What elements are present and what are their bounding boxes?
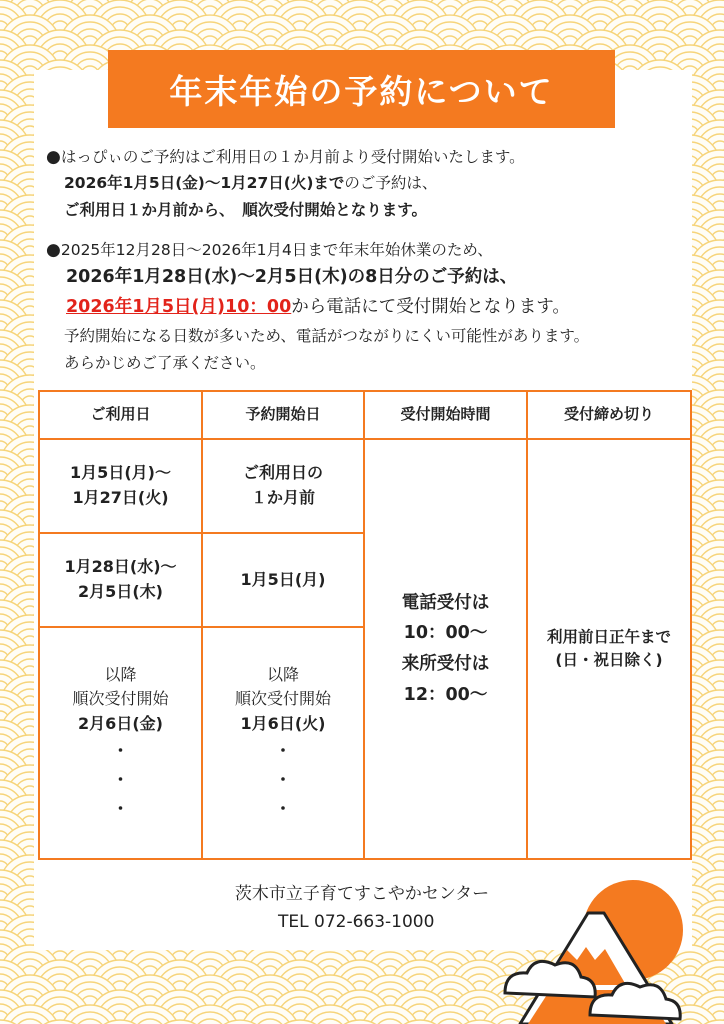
- header-start-time: 受付開始時間: [364, 391, 527, 439]
- notice1-line3: ご利用日１か月前から、 順次受付開始となります。: [64, 201, 428, 219]
- row1-start-date: ご利用日の １か月前: [202, 439, 364, 533]
- header-use-date: ご利用日: [39, 391, 202, 439]
- organization-name: 茨木市立子育てすこやかセンター: [234, 884, 490, 904]
- table-row: [39, 439, 691, 533]
- mount-fuji-sunrise-illustration: [500, 875, 724, 1024]
- telephone-number: TEL 072-663-1000: [278, 912, 435, 932]
- row2-start-date: 1月5日(月): [202, 533, 364, 627]
- notice1-line1: ●はっぴぃのご予約はご利用日の１か月前より受付開始いたします。: [46, 147, 525, 167]
- notice2-line2: 2026年1月28日(水)～2月5日(木)の8日分のご予約は、: [66, 267, 518, 287]
- highlight-date: 2026年1月5日(月)10：00: [66, 297, 292, 317]
- row3-use-date: 以降 順次受付開始 2月6日(金) ・ ・ ・: [39, 627, 202, 859]
- notice2-line1: ●2025年12月28日～2026年1月4日まで年末年始休業のため、: [46, 240, 493, 260]
- header-start-date: 予約開始日: [202, 391, 364, 439]
- row2-use-date: 1月28日(水)～ 2月5日(木): [39, 533, 202, 627]
- bullet-icon: ●: [46, 240, 61, 260]
- page-title: 年末年始の予約について: [108, 50, 615, 128]
- row1-use-date: 1月5日(月)～ 1月27日(火): [39, 439, 202, 533]
- schedule-table: [38, 390, 692, 860]
- reception-deadline: 利用前日正午まで (日・祝日除く): [527, 439, 691, 859]
- reception-time: 電話受付は 10：00～ 来所受付は 12：00～: [364, 439, 527, 859]
- notice2-line5: あらかじめご了承ください。: [64, 354, 266, 372]
- header-deadline: 受付締め切り: [527, 391, 691, 439]
- notice1-line2: 2026年1月5日(金)～1月27日(火)までのご予約は、: [64, 174, 438, 192]
- notice2-line3: 2026年1月5日(月)10：00から電話にて受付開始となります。: [66, 297, 570, 317]
- row3-start-date: 以降 順次受付開始 1月6日(火) ・ ・ ・: [202, 627, 364, 859]
- bullet-icon: ●: [46, 147, 61, 167]
- notice2-line4: 予約開始になる日数が多いため、電話がつながりにくい可能性があります。: [64, 327, 590, 345]
- table-header-row: [39, 391, 691, 439]
